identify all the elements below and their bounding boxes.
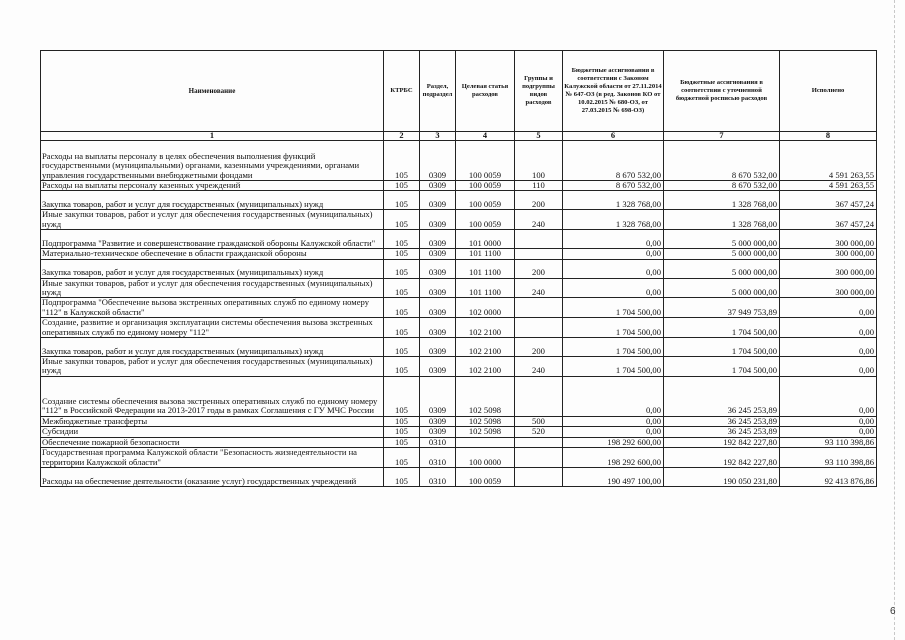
header-row (41, 51, 877, 132)
row-executed: 93 110 398,86 (780, 437, 877, 447)
header-assign-list: Бюджетные ассигнования в соответствии с уточненной бюджетной росписью расходов (664, 51, 780, 132)
row-assign-law: 1 704 500,00 (563, 318, 664, 338)
column-number: 6 (563, 132, 664, 141)
row-assign-list: 1 704 500,00 (664, 338, 780, 357)
row-name: Межбюджетные трансферты (41, 416, 384, 426)
row-target: 101 1100 (456, 249, 515, 259)
row-name: Иные закупки товаров, работ и услуг для обеспечения государственных (муниципальных) нужд (41, 357, 384, 377)
row-executed: 0,00 (780, 298, 877, 318)
row-ktrbs: 105 (384, 357, 420, 377)
row-target: 100 0000 (456, 448, 515, 468)
row-assign-list: 1 704 500,00 (664, 318, 780, 338)
row-assign-law: 0,00 (563, 427, 664, 437)
row-target: 101 1100 (456, 278, 515, 298)
row-group: 200 (515, 191, 563, 210)
row-assign-law: 0,00 (563, 278, 664, 298)
row-ktrbs: 105 (384, 427, 420, 437)
row-target (456, 437, 515, 447)
row-executed: 300 000,00 (780, 278, 877, 298)
header-groups: Группы и подгруппы видов расходов (515, 51, 563, 132)
table-row (41, 437, 877, 447)
row-target: 100 0059 (456, 141, 515, 181)
row-razdel: 0310 (420, 467, 456, 486)
row-target: 102 2100 (456, 338, 515, 357)
row-group: 500 (515, 416, 563, 426)
row-ktrbs: 105 (384, 448, 420, 468)
row-assign-list: 1 328 768,00 (664, 191, 780, 210)
row-ktrbs: 105 (384, 298, 420, 318)
row-group (515, 249, 563, 259)
row-ktrbs: 105 (384, 191, 420, 210)
row-group (515, 230, 563, 249)
row-razdel: 0309 (420, 259, 456, 278)
row-ktrbs: 105 (384, 210, 420, 230)
header-name: Наименование (41, 51, 384, 132)
row-assign-law: 198 292 600,00 (563, 448, 664, 468)
row-group (515, 298, 563, 318)
table-row (41, 191, 877, 210)
table-row (41, 259, 877, 278)
table-row (41, 298, 877, 318)
row-ktrbs: 105 (384, 249, 420, 259)
row-assign-law: 198 292 600,00 (563, 437, 664, 447)
row-group: 240 (515, 210, 563, 230)
row-name: Закупка товаров, работ и услуг для государственных (муниципальных) нужд (41, 191, 384, 210)
header-assign-law: Бюджетные ассигнования в соответствии с Законом Калужской области от 27.11.2014 № 647-ОЗ (в ред. Законов КО от 10.02.2015 № 680-ОЗ, от 27.03.2015 № 698-ОЗ) (563, 51, 664, 132)
row-group: 110 (515, 181, 563, 191)
row-assign-law: 1 704 500,00 (563, 357, 664, 377)
row-assign-list: 192 842 227,80 (664, 437, 780, 447)
row-assign-law: 1 328 768,00 (563, 210, 664, 230)
column-number: 5 (515, 132, 563, 141)
row-name: Создание, развитие и организация эксплуатации системы обеспечения вызова экстренных оперативных служб по единому номеру "112" (41, 318, 384, 338)
row-assign-list: 1 328 768,00 (664, 210, 780, 230)
row-assign-list: 5 000 000,00 (664, 230, 780, 249)
row-name: Закупка товаров, работ и услуг для государственных (муниципальных) нужд (41, 259, 384, 278)
row-group (515, 448, 563, 468)
row-ktrbs: 105 (384, 230, 420, 249)
row-name: Расходы на выплаты персоналу казенных учреждений (41, 181, 384, 191)
row-ktrbs: 105 (384, 259, 420, 278)
row-ktrbs: 105 (384, 278, 420, 298)
row-group: 200 (515, 259, 563, 278)
column-number: 3 (420, 132, 456, 141)
table-row (41, 448, 877, 468)
row-target: 102 5098 (456, 427, 515, 437)
row-group (515, 376, 563, 416)
row-razdel: 0309 (420, 318, 456, 338)
page-number: 6 (890, 606, 896, 617)
row-name: Иные закупки товаров, работ и услуг для обеспечения государственных (муниципальных) нужд (41, 210, 384, 230)
row-target: 101 0000 (456, 230, 515, 249)
column-number: 2 (384, 132, 420, 141)
row-group (515, 467, 563, 486)
table-row (41, 318, 877, 338)
budget-table (40, 50, 877, 487)
row-name: Подпрограмма "Обеспечение вызова экстренных оперативных служб по единому номеру "112" в Калужской области" (41, 298, 384, 318)
row-assign-list: 192 842 227,80 (664, 448, 780, 468)
header-ktrbs: КТРБС (384, 51, 420, 132)
column-number: 8 (780, 132, 877, 141)
row-assign-list: 36 245 253,89 (664, 376, 780, 416)
row-executed: 300 000,00 (780, 230, 877, 249)
row-target: 102 2100 (456, 318, 515, 338)
row-assign-list: 8 670 532,00 (664, 181, 780, 191)
row-assign-law: 1 704 500,00 (563, 338, 664, 357)
row-executed: 4 591 263,55 (780, 181, 877, 191)
column-number-row (41, 132, 877, 141)
row-target: 100 0059 (456, 181, 515, 191)
row-executed: 93 110 398,86 (780, 448, 877, 468)
table-row (41, 467, 877, 486)
row-razdel: 0309 (420, 427, 456, 437)
row-razdel: 0309 (420, 298, 456, 318)
row-ktrbs: 105 (384, 437, 420, 447)
header-razdel: Раздел, подраздел (420, 51, 456, 132)
row-name: Создание системы обеспечения вызова экстренных оперативных служб по единому номеру "112" в Российской Федерации на 2013-2017 годы в рамках Соглашения с ГУ МЧС России (41, 376, 384, 416)
row-group: 200 (515, 338, 563, 357)
row-razdel: 0310 (420, 437, 456, 447)
row-executed: 367 457,24 (780, 191, 877, 210)
row-executed: 0,00 (780, 357, 877, 377)
row-executed: 0,00 (780, 427, 877, 437)
row-assign-list: 8 670 532,00 (664, 141, 780, 181)
row-razdel: 0309 (420, 230, 456, 249)
row-target: 100 0059 (456, 191, 515, 210)
row-executed: 4 591 263,55 (780, 141, 877, 181)
row-assign-law: 190 497 100,00 (563, 467, 664, 486)
row-target: 102 5098 (456, 376, 515, 416)
row-razdel: 0309 (420, 376, 456, 416)
row-razdel: 0309 (420, 278, 456, 298)
row-ktrbs: 105 (384, 376, 420, 416)
row-assign-list: 5 000 000,00 (664, 278, 780, 298)
table-row (41, 427, 877, 437)
row-name: Расходы на выплаты персоналу в целях обеспечения выполнения функций государственными (муниципальными) органами, казенными учреждениями, органами управления государственными внебюджетными фондами (41, 141, 384, 181)
row-razdel: 0309 (420, 249, 456, 259)
table-row (41, 338, 877, 357)
table-row (41, 230, 877, 249)
row-target: 101 1100 (456, 259, 515, 278)
row-executed: 0,00 (780, 376, 877, 416)
row-assign-list: 5 000 000,00 (664, 259, 780, 278)
row-group: 520 (515, 427, 563, 437)
row-executed: 0,00 (780, 318, 877, 338)
row-name: Закупка товаров, работ и услуг для государственных (муниципальных) нужд (41, 338, 384, 357)
row-razdel: 0309 (420, 338, 456, 357)
row-assign-list: 37 949 753,89 (664, 298, 780, 318)
row-ktrbs: 105 (384, 318, 420, 338)
table-row (41, 416, 877, 426)
row-razdel: 0309 (420, 181, 456, 191)
row-group: 240 (515, 357, 563, 377)
row-assign-law: 0,00 (563, 259, 664, 278)
row-assign-list: 1 704 500,00 (664, 357, 780, 377)
table-body (41, 141, 877, 487)
table-row (41, 376, 877, 416)
row-name: Иные закупки товаров, работ и услуг для обеспечения государственных (муниципальных) нужд (41, 278, 384, 298)
row-razdel: 0309 (420, 210, 456, 230)
row-target: 102 0000 (456, 298, 515, 318)
row-name: Обеспечение пожарной безопасности (41, 437, 384, 447)
row-target: 102 2100 (456, 357, 515, 377)
row-assign-law: 1 328 768,00 (563, 191, 664, 210)
row-razdel: 0310 (420, 448, 456, 468)
row-assign-law: 8 670 532,00 (563, 141, 664, 181)
row-ktrbs: 105 (384, 416, 420, 426)
header-executed: Исполнено (780, 51, 877, 132)
row-name: Государственная программа Калужской области "Безопасность жизнедеятельности на территории Калужской области" (41, 448, 384, 468)
row-assign-list: 36 245 253,89 (664, 416, 780, 426)
row-group (515, 318, 563, 338)
row-executed: 0,00 (780, 338, 877, 357)
table-row (41, 278, 877, 298)
row-target: 102 5098 (456, 416, 515, 426)
row-assign-law: 0,00 (563, 416, 664, 426)
row-executed: 92 413 876,86 (780, 467, 877, 486)
table-row (41, 357, 877, 377)
row-executed: 300 000,00 (780, 249, 877, 259)
row-name: Материально-техническое обеспечение в области гражданской обороны (41, 249, 384, 259)
row-group: 100 (515, 141, 563, 181)
row-assign-list: 5 000 000,00 (664, 249, 780, 259)
row-assign-law: 1 704 500,00 (563, 298, 664, 318)
row-executed: 300 000,00 (780, 259, 877, 278)
row-assign-law: 0,00 (563, 376, 664, 416)
column-number: 4 (456, 132, 515, 141)
row-razdel: 0309 (420, 141, 456, 181)
row-assign-list: 190 050 231,80 (664, 467, 780, 486)
row-assign-law: 8 670 532,00 (563, 181, 664, 191)
row-razdel: 0309 (420, 191, 456, 210)
row-ktrbs: 105 (384, 181, 420, 191)
row-assign-list: 36 245 253,89 (664, 427, 780, 437)
page-edge (894, 0, 895, 640)
row-name: Подпрограмма "Развитие и совершенствование гражданской обороны Калужской области" (41, 230, 384, 249)
row-executed: 0,00 (780, 416, 877, 426)
row-ktrbs: 105 (384, 467, 420, 486)
row-razdel: 0309 (420, 357, 456, 377)
row-name: Субсидии (41, 427, 384, 437)
row-group (515, 437, 563, 447)
row-name: Расходы на обеспечение деятельности (оказание услуг) государственных учреждений (41, 467, 384, 486)
table-row (41, 249, 877, 259)
row-target: 100 0059 (456, 210, 515, 230)
column-number: 7 (664, 132, 780, 141)
table-row (41, 210, 877, 230)
row-group: 240 (515, 278, 563, 298)
header-target: Целевая статья расходов (456, 51, 515, 132)
row-razdel: 0309 (420, 416, 456, 426)
row-executed: 367 457,24 (780, 210, 877, 230)
row-ktrbs: 105 (384, 141, 420, 181)
row-ktrbs: 105 (384, 338, 420, 357)
table-row (41, 181, 877, 191)
row-assign-law: 0,00 (563, 230, 664, 249)
table-row (41, 141, 877, 181)
row-target: 100 0059 (456, 467, 515, 486)
row-assign-law: 0,00 (563, 249, 664, 259)
column-number: 1 (41, 132, 384, 141)
